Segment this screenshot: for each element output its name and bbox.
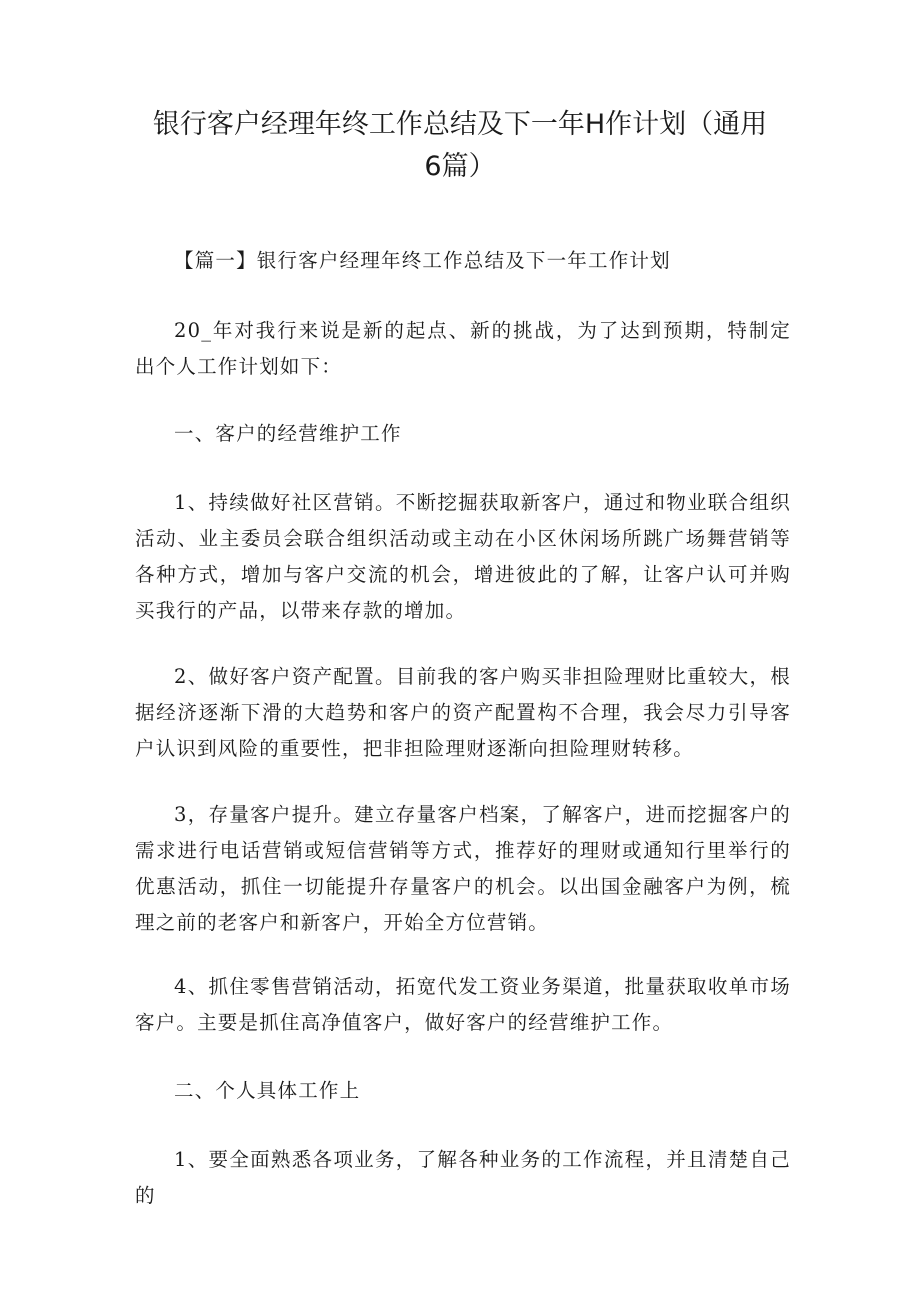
- section-heading: 二、个人具体工作上: [174, 1079, 361, 1102]
- paragraph: 1、持续做好社区营销。不断挖掘获取新客户，通过和物业联合组织活动、业主委员会联合组织活动或主动在小区休闲场所跳广场舞营销等各种方式，增加与客户交流的机会，增进彼此的了解，让客户认可并购买我行的产品，以带来存款的增加。: [135, 491, 791, 622]
- document-title: 银行客户经理年终工作总结及下一年H作计划（通用6篇）: [152, 109, 768, 182]
- section-heading: 一、客户的经营维护工作: [174, 422, 402, 445]
- section-heading: 【篇一】银行客户经理年终工作总结及下一年工作计划: [174, 249, 671, 272]
- paragraph: 20_年对我行来说是新的起点、新的挑战，为了达到预期，特制定出个人工作计划如下：: [135, 319, 791, 378]
- paragraph: 2、做好客户资产配置。目前我的客户购买非担险理财比重较大，根据经济逐渐下滑的大趋势和客户的资产配置构不合理，我会尽力引导客户认识到风险的重要性，把非担险理财逐渐向担险理财转移。: [135, 665, 791, 760]
- paragraph: 3，存量客户提升。建立存量客户档案，了解客户，进而挖掘客户的需求进行电话营销或短信营销等方式，推荐好的理财或通知行里举行的优惠活动，抓住一切能提升存量客户的机会。以出国金融客户为例，梳理之前的老客户和新客户，开始全方位营销。: [135, 803, 791, 934]
- paragraph: 4、抓住零售营销活动，拓宽代发工资业务渠道，批量获取收单市场客户。主要是抓住高净值客户，做好客户的经营维护工作。: [135, 975, 791, 1034]
- paragraph: 1、要全面熟悉各项业务，了解各种业务的工作流程，并且清楚自己的: [135, 1148, 791, 1207]
